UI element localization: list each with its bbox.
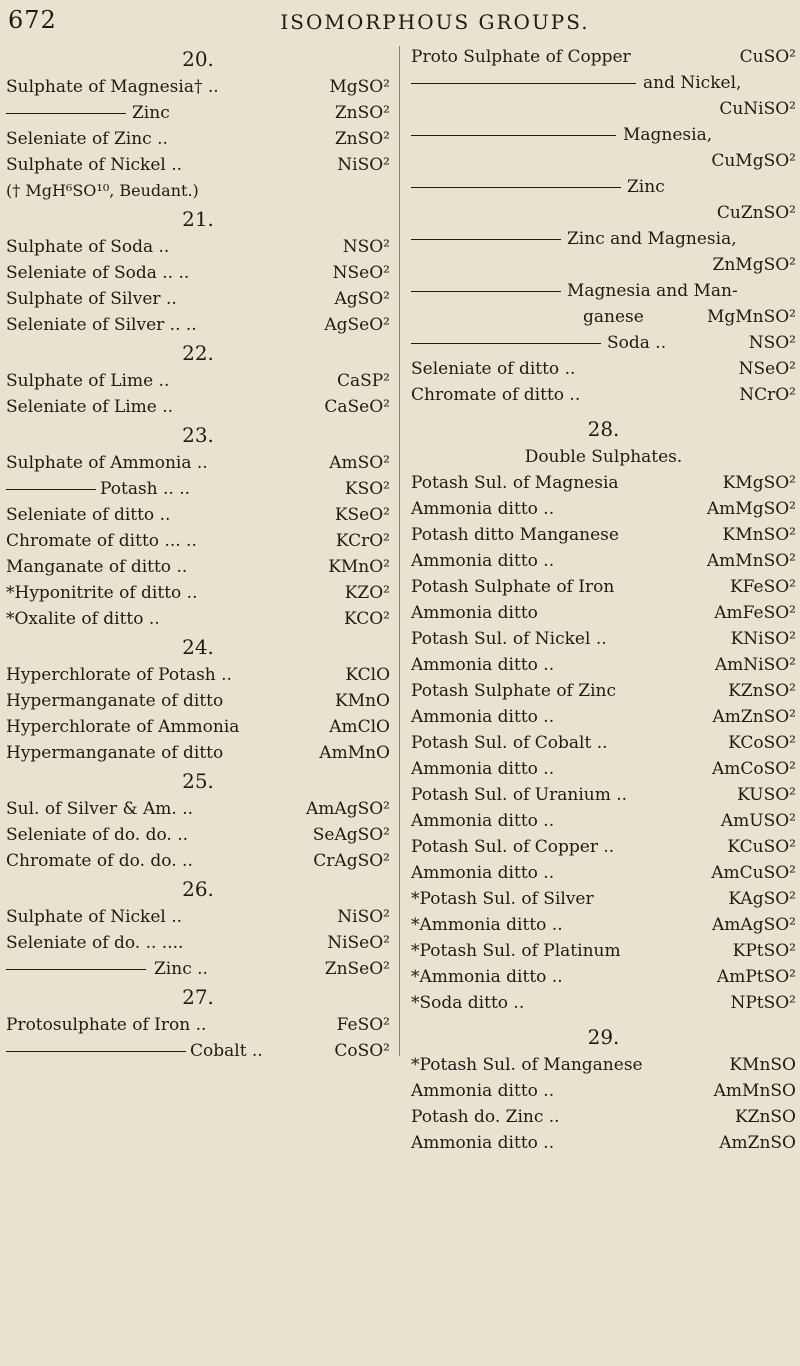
compound-formula: MgSO² <box>329 77 390 97</box>
compound-formula: AmFeSO² <box>714 603 796 623</box>
list-item <box>411 860 796 886</box>
list-item <box>411 200 796 226</box>
compound-formula: CaSP² <box>336 371 390 391</box>
ditto-rule <box>6 113 126 114</box>
group-number: 24. <box>182 635 214 659</box>
compound-name: *Oxalite of ditto .. <box>6 609 160 629</box>
compound-name: Seleniate of Soda .. .. <box>6 263 190 283</box>
list-item <box>411 730 796 756</box>
list-item <box>6 450 390 476</box>
compound-formula: AmMgSO² <box>706 499 796 519</box>
list-item <box>6 126 390 152</box>
compound-formula: KAgSO² <box>728 889 796 909</box>
list-item <box>411 964 796 990</box>
compound-name: Potash Sul. of Cobalt .. <box>411 733 608 753</box>
compound-formula: KSO² <box>344 479 390 499</box>
list-item <box>411 782 796 808</box>
compound-name: Hypermanganate of ditto <box>6 691 224 711</box>
compound-name: Protosulphate of Iron .. <box>6 1015 207 1035</box>
group-number: 28. <box>587 417 620 441</box>
compound-name: Potash Sulphate of Iron <box>411 577 615 597</box>
list-item <box>6 904 390 930</box>
compound-formula: ZnSO² <box>334 129 390 149</box>
compound-formula: AmCoSO² <box>711 759 796 779</box>
list-item <box>411 1052 796 1078</box>
compound-formula: MgMnSO² <box>706 307 796 327</box>
compound-formula: KMnSO <box>729 1055 796 1075</box>
compound-name: Chromate of ditto ... .. <box>6 531 197 551</box>
section-heading: Double Sulphates. <box>524 447 683 467</box>
compound-name: Hyperchlorate of Potash .. <box>6 665 232 685</box>
compound-name: Ammonia ditto .. <box>411 1133 555 1153</box>
list-item <box>6 286 390 312</box>
list-item <box>6 260 390 286</box>
list-item <box>411 1078 796 1104</box>
compound-formula: KCuSO² <box>727 837 796 857</box>
running-title: ISOMORPHOUS GROUPS. <box>280 10 590 34</box>
compound-formula: NSO² <box>748 333 796 353</box>
list-item <box>411 1104 796 1130</box>
list-item <box>6 234 390 260</box>
compound-name: Sulphate of Nickel .. <box>6 907 183 927</box>
compound-formula: AgSO² <box>334 289 390 309</box>
compound-name: Sul. of Silver & Am. .. <box>6 799 194 819</box>
compound-formula: NSeO² <box>738 359 796 379</box>
compound-formula: NiSO² <box>337 155 390 175</box>
compound-name: Ammonia ditto .. <box>411 655 555 675</box>
compound-formula: KSeO² <box>334 505 390 525</box>
list-item <box>411 808 796 834</box>
list-item <box>411 356 796 382</box>
list-item <box>411 470 796 496</box>
compound-name: *Potash Sul. of Silver <box>411 889 594 909</box>
compound-name: Zinc <box>132 103 170 123</box>
compound-name: *Soda ditto .. <box>411 993 525 1013</box>
compound-formula: KMgSO² <box>722 473 796 493</box>
list-item <box>411 652 796 678</box>
group-number: 29. <box>587 1025 620 1049</box>
compound-formula: AmZnSO <box>719 1133 796 1153</box>
compound-formula: AmMnO <box>319 743 390 763</box>
compound-formula: KMnO <box>335 691 390 711</box>
list-item <box>6 1038 390 1064</box>
list-item <box>411 304 796 330</box>
ditto-rule <box>6 489 96 490</box>
list-item <box>411 96 796 122</box>
compound-name: *Ammonia ditto .. <box>411 915 563 935</box>
compound-name: Potash .. .. <box>100 479 191 499</box>
list-item <box>6 368 390 394</box>
list-item <box>411 626 796 652</box>
list-item <box>411 382 796 408</box>
compound-formula: NCrO² <box>739 385 796 405</box>
list-item <box>411 148 796 174</box>
compound-formula: AmAgSO² <box>712 915 796 935</box>
compound-name: *Hyponitrite of ditto .. <box>6 583 198 603</box>
compound-formula: AmMnSO² <box>706 551 796 571</box>
compound-name: Manganate of ditto .. <box>6 557 188 577</box>
list-item <box>411 886 796 912</box>
compound-name: Sulphate of Lime .. <box>6 371 170 391</box>
compound-formula: ZnSO² <box>334 103 390 123</box>
compound-formula: ZnSeO² <box>324 959 390 979</box>
list-item <box>6 740 390 766</box>
compound-formula: CaSeO² <box>324 397 390 417</box>
compound-name: *Ammonia ditto .. <box>411 967 563 987</box>
ditto-rule <box>411 291 561 292</box>
compound-formula: AmNiSO² <box>714 655 796 675</box>
list-item <box>411 44 796 70</box>
compound-formula: KNiSO² <box>730 629 796 649</box>
compound-formula: NSO² <box>342 237 390 257</box>
compound-name: Zinc .. <box>154 959 208 979</box>
compound-name: Seleniate of Silver .. .. <box>6 315 197 335</box>
compound-name: Sulphate of Soda .. <box>6 237 170 257</box>
compound-formula: KZnSO <box>734 1107 796 1127</box>
compound-formula: CuZnSO² <box>716 203 796 223</box>
compound-formula: ZnMgSO² <box>712 255 796 275</box>
compound-name: Ammonia ditto .. <box>411 759 555 779</box>
ditto-rule <box>411 343 601 344</box>
compound-name: Seleniate of do. do. .. <box>6 825 189 845</box>
compound-name: Magnesia and Man- <box>567 281 738 301</box>
list-item <box>411 756 796 782</box>
compound-name: Seleniate of Lime .. <box>6 397 174 417</box>
list-item <box>6 714 390 740</box>
compound-formula: AgSeO² <box>324 315 390 335</box>
group-number: 27. <box>182 985 214 1009</box>
compound-name: and Nickel, <box>643 73 742 93</box>
compound-name: Seleniate of ditto .. <box>6 505 171 525</box>
right-column <box>411 44 796 1156</box>
list-item <box>411 330 796 356</box>
compound-name: Seleniate of do. .. .... <box>6 933 184 953</box>
list-item <box>411 496 796 522</box>
list-item <box>411 252 796 278</box>
compound-formula: CoSO² <box>334 1041 390 1061</box>
list-item <box>6 312 390 338</box>
list-item <box>6 796 390 822</box>
compound-formula: CuNiSO² <box>719 99 796 119</box>
compound-name: Soda .. <box>607 333 667 353</box>
compound-formula: KFeSO² <box>729 577 796 597</box>
group-number: 23. <box>182 423 214 447</box>
compound-formula: KCoSO² <box>728 733 796 753</box>
compound-name: ganese <box>583 307 644 327</box>
list-item <box>411 704 796 730</box>
compound-formula: NiSeO² <box>327 933 390 953</box>
compound-name: Magnesia, <box>623 125 713 145</box>
list-item <box>411 122 796 148</box>
list-item <box>6 606 390 632</box>
compound-name: Potash do. Zinc .. <box>411 1107 560 1127</box>
list-item <box>411 278 796 304</box>
compound-formula: KMnO² <box>328 557 390 577</box>
list-item <box>411 574 796 600</box>
list-item <box>411 70 796 96</box>
compound-name: Cobalt .. <box>190 1041 263 1061</box>
compound-name: Ammonia ditto .. <box>411 551 555 571</box>
compound-formula: AmAgSO² <box>306 799 390 819</box>
compound-name: Potash Sul. of Copper .. <box>411 837 615 857</box>
list-item <box>6 554 390 580</box>
ditto-rule <box>411 187 621 188</box>
compound-name: *Potash Sul. of Manganese <box>411 1055 643 1075</box>
list-item <box>411 834 796 860</box>
compound-name: Sulphate of Silver .. <box>6 289 177 309</box>
compound-formula: FeSO² <box>336 1015 390 1035</box>
compound-name: *Potash Sul. of Platinum <box>411 941 621 961</box>
compound-name: Potash Sul. of Nickel .. <box>411 629 607 649</box>
list-item <box>411 226 796 252</box>
ditto-rule <box>411 83 636 84</box>
compound-name: Seleniate of ditto .. <box>411 359 576 379</box>
compound-formula: KCO² <box>343 609 390 629</box>
list-item <box>411 548 796 574</box>
compound-formula: KZO² <box>344 583 390 603</box>
list-item <box>6 822 390 848</box>
list-item <box>6 528 390 554</box>
list-item <box>6 152 390 178</box>
list-item <box>411 938 796 964</box>
group-number: 20. <box>182 47 214 71</box>
list-item <box>6 476 390 502</box>
compound-name: Seleniate of Zinc .. <box>6 129 168 149</box>
compound-formula: AmUSO² <box>720 811 796 831</box>
column-divider <box>399 46 400 1056</box>
compound-name: Chromate of ditto .. <box>411 385 581 405</box>
list-item <box>411 600 796 626</box>
compound-formula: AmSO² <box>329 453 390 473</box>
ditto-rule <box>411 239 561 240</box>
compound-name: Hyperchlorate of Ammonia <box>6 717 240 737</box>
compound-name: Ammonia ditto .. <box>411 811 555 831</box>
list-item <box>411 522 796 548</box>
footnote: († MgH⁶SO¹⁰, Beudant.) <box>6 181 199 200</box>
compound-name: Sulphate of Nickel .. <box>6 155 183 175</box>
compound-name: Potash Sul. of Uranium .. <box>411 785 628 805</box>
compound-name: Potash ditto Manganese <box>411 525 619 545</box>
left-column <box>6 44 390 1064</box>
ditto-rule <box>6 969 146 970</box>
compound-formula: KPtSO² <box>732 941 796 961</box>
list-item <box>411 174 796 200</box>
compound-formula: AmClO <box>329 717 390 737</box>
compound-formula: CuMgSO² <box>711 151 796 171</box>
group-number: 26. <box>182 877 214 901</box>
group-number: 21. <box>182 207 214 231</box>
list-item <box>6 688 390 714</box>
list-item <box>411 912 796 938</box>
list-item <box>411 678 796 704</box>
page-number: 672 <box>8 6 57 34</box>
compound-name: Sulphate of Magnesia† .. <box>6 77 219 97</box>
compound-formula: KMnSO² <box>722 525 796 545</box>
compound-name: Ammonia ditto .. <box>411 499 555 519</box>
group-number: 25. <box>182 769 214 793</box>
list-item <box>6 100 390 126</box>
compound-name: Sulphate of Ammonia .. <box>6 453 208 473</box>
compound-name: Ammonia ditto <box>411 603 538 623</box>
compound-formula: CuSO² <box>739 47 796 67</box>
list-item <box>411 1130 796 1156</box>
compound-formula: KClO <box>345 665 390 685</box>
list-item <box>411 990 796 1016</box>
compound-name: Zinc and Magnesia, <box>567 229 737 249</box>
compound-formula: CrAgSO² <box>313 851 390 871</box>
compound-name: Zinc <box>627 177 665 197</box>
ditto-rule <box>411 135 616 136</box>
list-item <box>6 74 390 100</box>
compound-name: Potash Sulphate of Zinc <box>411 681 616 701</box>
group-number: 22. <box>182 341 214 365</box>
ditto-rule <box>6 1051 186 1052</box>
compound-formula: AmPtSO² <box>716 967 796 987</box>
compound-formula: NPtSO² <box>730 993 796 1013</box>
list-item <box>6 956 390 982</box>
list-item <box>6 662 390 688</box>
compound-formula: KUSO² <box>737 785 796 805</box>
page-header <box>0 4 800 40</box>
compound-name: Ammonia ditto .. <box>411 707 555 727</box>
compound-name: Ammonia ditto .. <box>411 863 555 883</box>
compound-formula: NSeO² <box>332 263 390 283</box>
list-item <box>6 848 390 874</box>
compound-formula: SeAgSO² <box>312 825 390 845</box>
compound-formula: KZnSO² <box>728 681 796 701</box>
compound-name: Potash Sul. of Magnesia <box>411 473 619 493</box>
compound-name: Proto Sulphate of Copper <box>411 47 631 67</box>
list-item <box>6 1012 390 1038</box>
compound-name: Chromate of do. do. .. <box>6 851 193 871</box>
compound-formula: AmZnSO² <box>712 707 796 727</box>
list-item <box>6 502 390 528</box>
compound-name: Hypermanganate of ditto <box>6 743 224 763</box>
compound-formula: NiSO² <box>337 907 390 927</box>
list-item <box>6 930 390 956</box>
compound-formula: KCrO² <box>335 531 390 551</box>
list-item <box>6 394 390 420</box>
compound-name: Ammonia ditto .. <box>411 1081 555 1101</box>
list-item <box>6 580 390 606</box>
compound-formula: AmCuSO² <box>711 863 796 883</box>
compound-formula: AmMnSO <box>713 1081 796 1101</box>
